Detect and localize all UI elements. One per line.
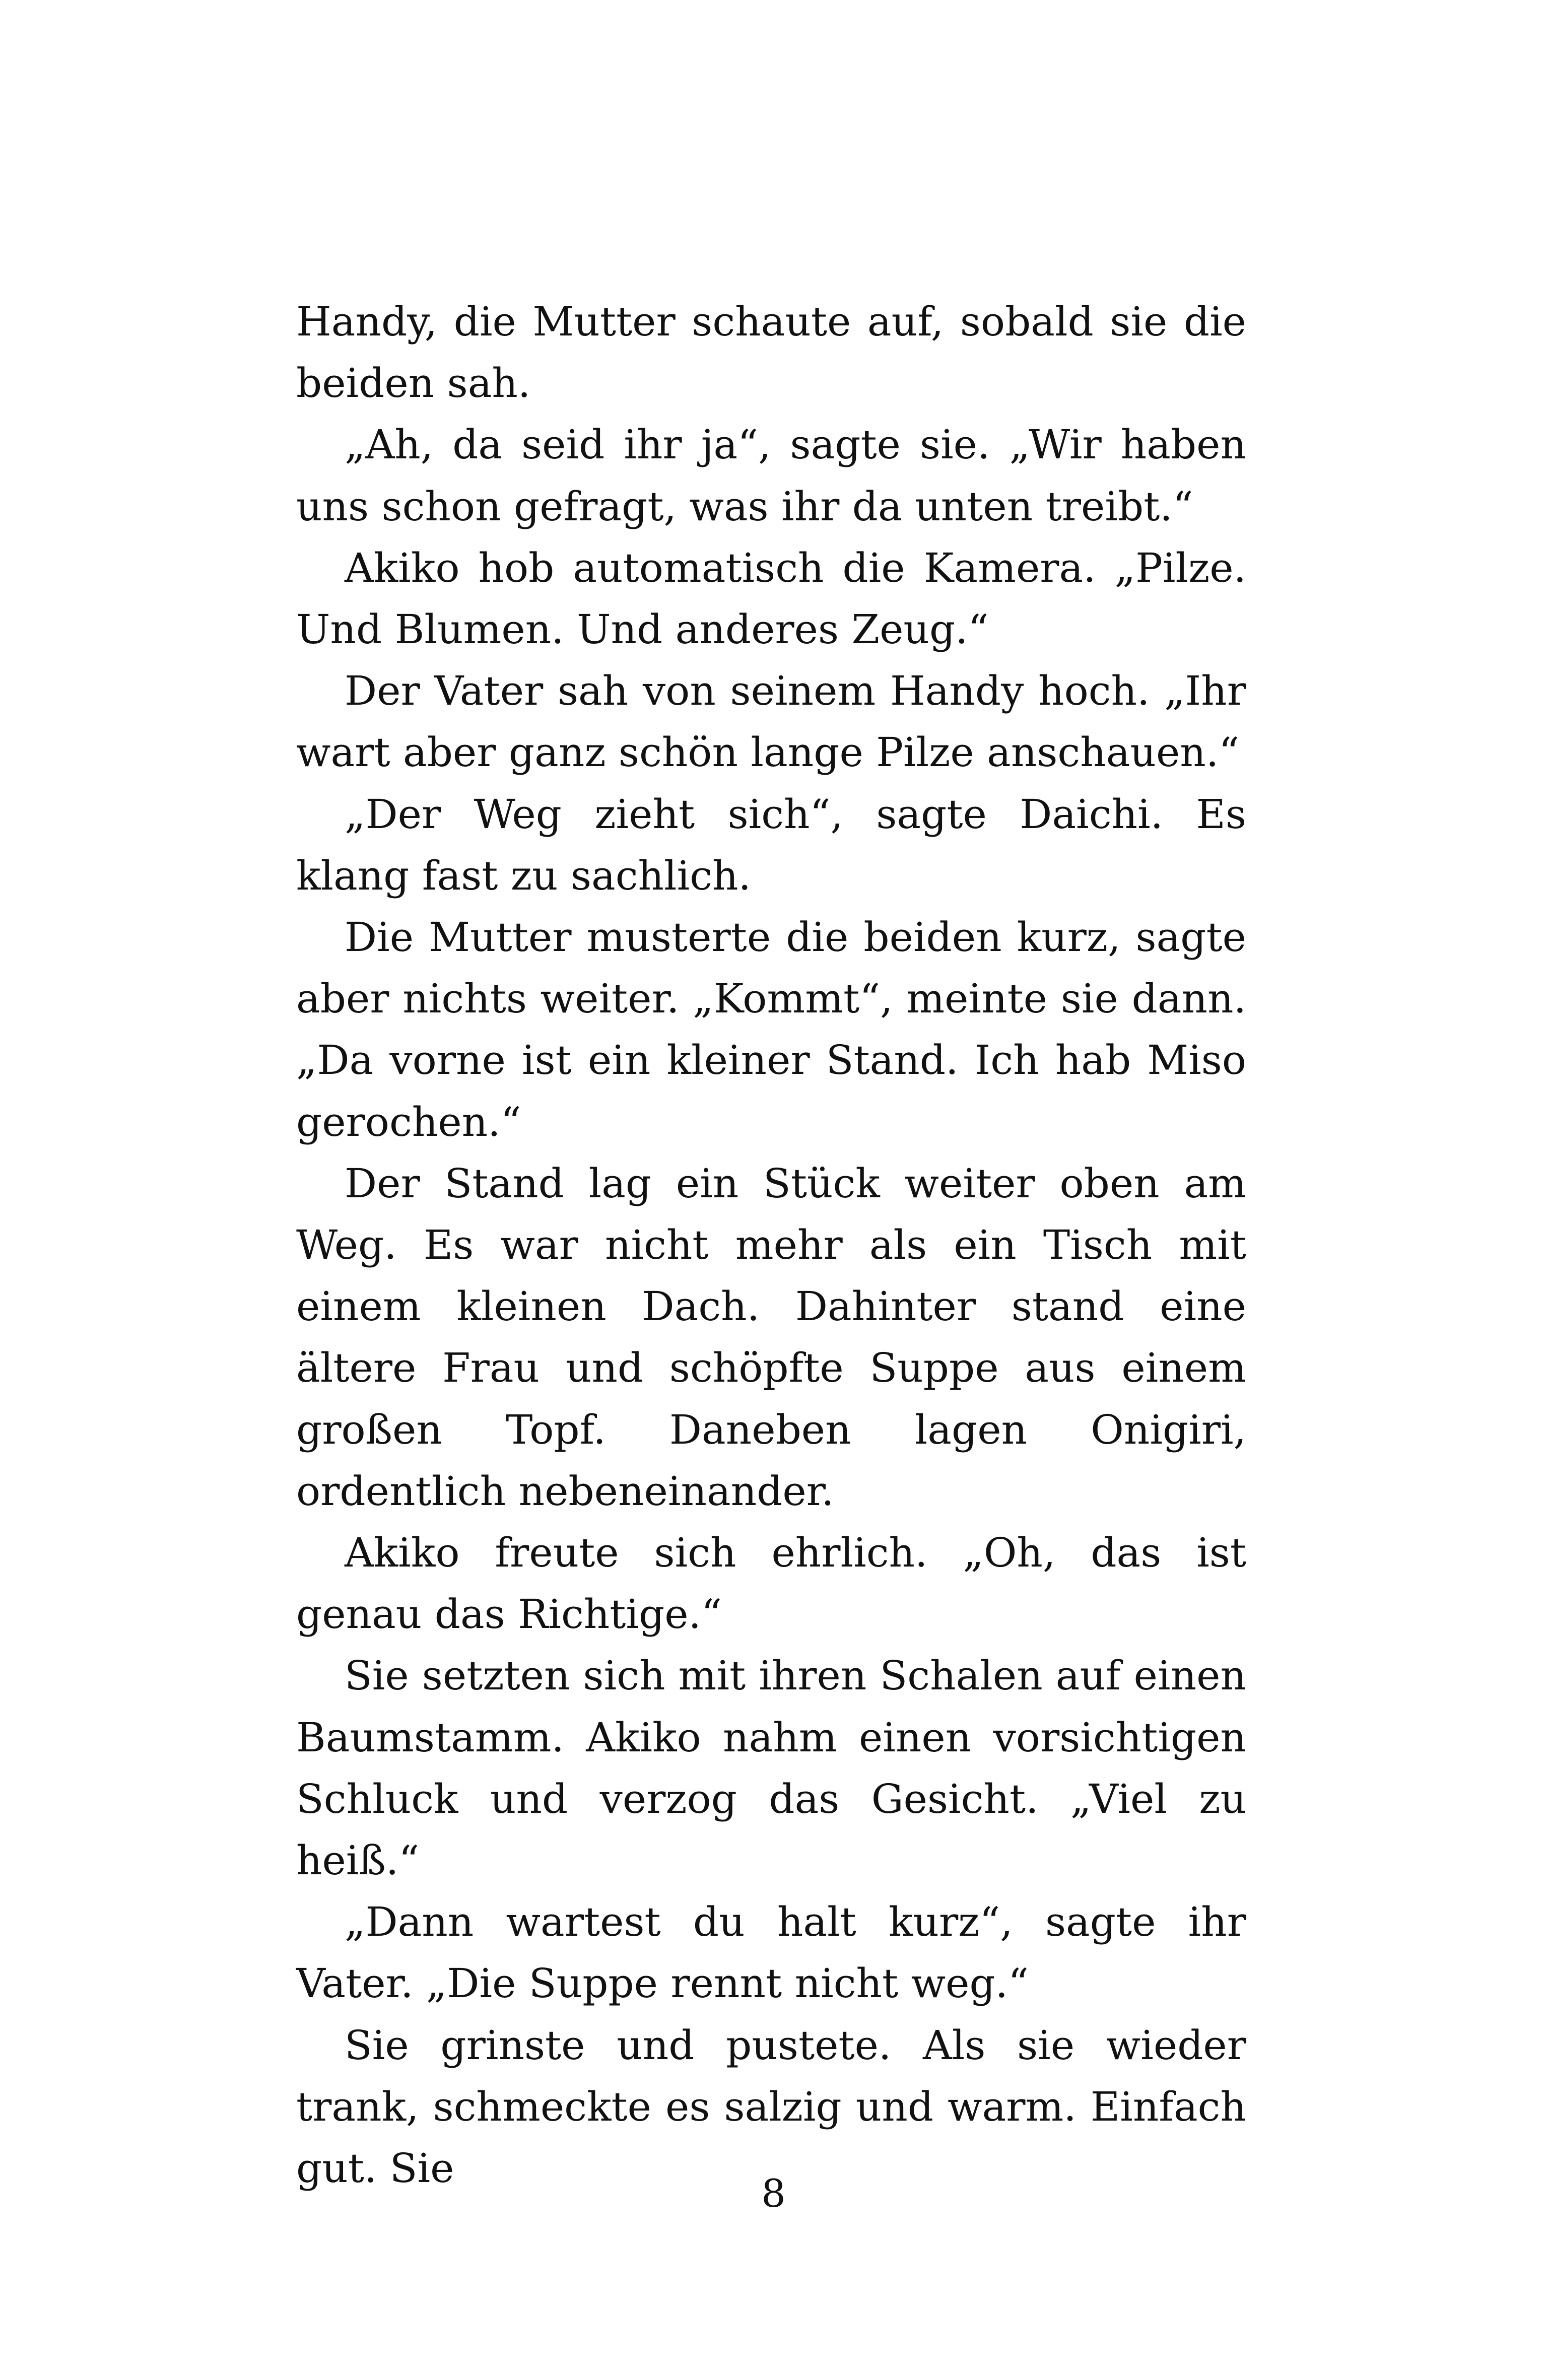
paragraph: Der Stand lag ein Stück weiter oben am Weg. Es war nicht mehr als ein Tisch mit einem kleinen Dach. Dahinter stand eine ältere Frau und schöpfte Suppe aus einem großen Topf. Daneben lagen Onigiri, ordentlich nebeneinander. [296, 1160, 1246, 1515]
paragraph: „Dann wartest du halt kurz“, sagte ihr Vater. „Die Suppe rennt nicht weg.“ [296, 1898, 1246, 2007]
paragraph: „Der Weg zieht sich“, sagte Daichi. Es klang fast zu sachlich. [296, 790, 1246, 899]
paragraph: Akiko freute sich ehrlich. „Oh, das ist genau das Richtige.“ [296, 1529, 1246, 1638]
paragraph: Sie grinste und pustete. Als sie wieder trank, schmeckte es salzig und warm. Einfach gut. Sie [296, 2021, 1246, 2192]
paragraph: Sie setzten sich mit ihren Schalen auf einen Baumstamm. Akiko nahm einen vorsichtigen Schluck und verzog das Gesicht. „Viel zu heiß.“ [296, 1652, 1246, 1884]
page-number: 8 [761, 2171, 786, 2216]
paragraph: Handy, die Mutter schaute auf, sobald sie die beiden sah. [296, 298, 1246, 407]
paragraph: Der Vater sah von seinem Handy hoch. „Ihr wart aber ganz schön lange Pilze anschauen.“ [296, 667, 1246, 776]
body-text [296, 291, 1246, 2199]
paragraph: Akiko hob automatisch die Kamera. „Pilze. Und Blumen. Und anderes Zeug.“ [296, 544, 1246, 653]
paragraph: Die Mutter musterte die beiden kurz, sagte aber nichts weiter. „Kommt“, meinte sie dann. „Da vorne ist ein kleiner Stand. Ich hab Miso gerochen.“ [296, 914, 1246, 1145]
paragraph: „Ah, da seid ihr ja“, sagte sie. „Wir haben uns schon gefragt, was ihr da unten treibt.“ [296, 421, 1246, 530]
